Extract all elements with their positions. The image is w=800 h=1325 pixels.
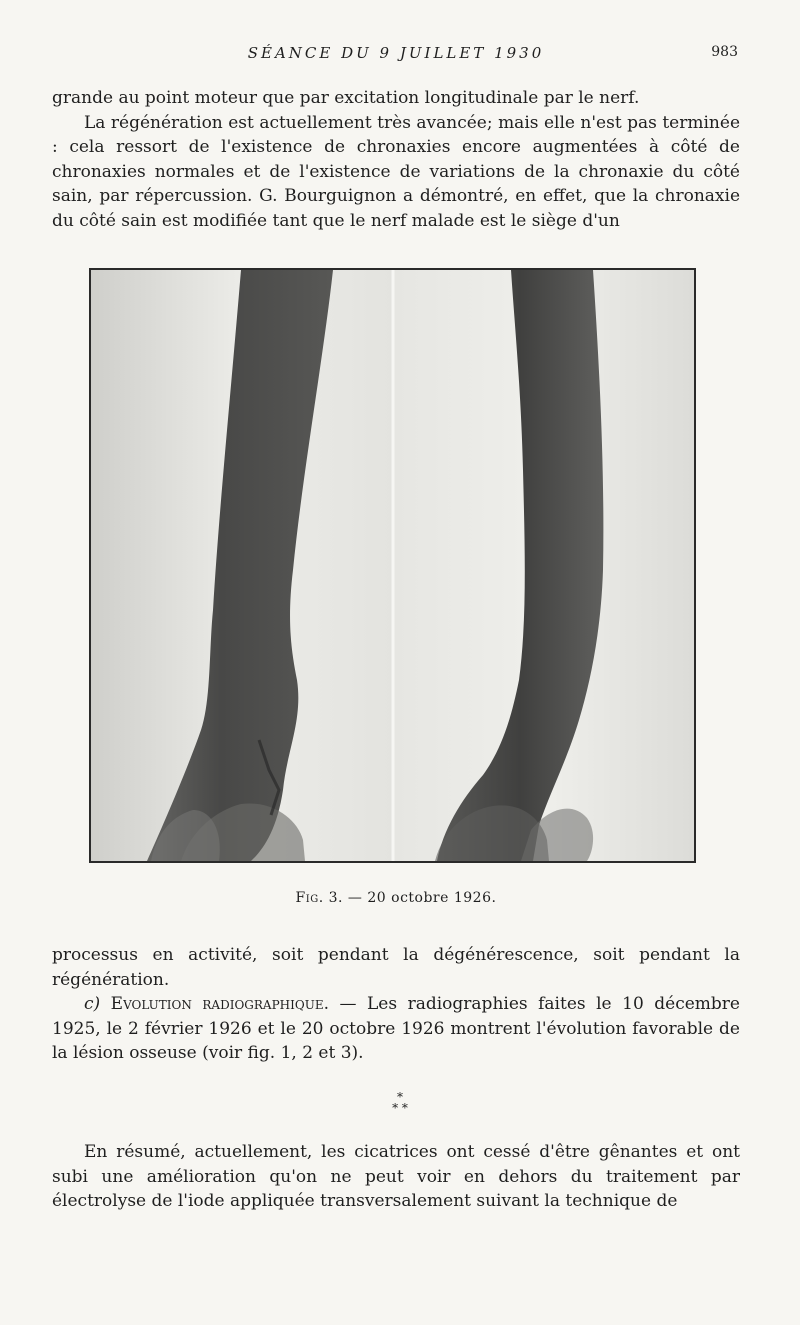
text-top (52, 86, 740, 234)
paragraph-resume: En résumé, actuellement, les cicatrices ont cessé d'être gênantes et ont subi une amélioration qu'on ne peut voir en dehors du traitement par électrolyse de l'iode appliquée transversalement suivant la technique de (52, 1142, 740, 1212)
paragraph-regeneration: La régénération est actuellement très avancée; mais elle n'est pas terminée : cela ressort de l'existence de chronaxies encore augmentées à côté de chronaxies normales et de l'existence de variations de la chronaxie du côté sain, par répercussion. G. Bourguignon a démontré, en effet, que la chronaxie du côté sain est modifiée tant que le nerf malade est le siège d'un (52, 112, 740, 231)
text-bottom (52, 943, 740, 1066)
figure-caption-text: — 20 octobre 1926. (347, 890, 497, 906)
paragraph-evolution (52, 992, 740, 1066)
section-label-evolution: Evolution radiographique. (110, 994, 329, 1015)
asterism-bottom: * * (392, 1101, 408, 1115)
asterism (360, 1092, 440, 1122)
radiograph-figure (89, 268, 696, 863)
paragraph-processus: processus en activité, soit pendant la dégénérescence, soit pendant la régénération. (52, 945, 740, 990)
radiograph-image (91, 270, 694, 861)
text-summary (52, 1140, 740, 1214)
paragraph-continuation: grande au point moteur que par excitation longitudinale par le nerf. (52, 88, 640, 108)
paragraph-evolution-prefix: c) (84, 994, 101, 1015)
figure-caption-label: Fig. 3. (295, 890, 343, 906)
running-title: SÉANCE DU 9 JUILLET 1930 (247, 44, 545, 62)
figure-caption (52, 890, 740, 906)
paragraph-evolution-text: — Les radiographies faites le 10 décembre 1925, le 2 février 1926 et le 20 octobre 1926 montrent l'évolution favorable de la lésion osseuse (voir fig. 1, 2 et 3). (52, 994, 740, 1064)
running-head (52, 44, 740, 64)
asterism-top: * (397, 1090, 403, 1104)
page-number: 983 (711, 44, 738, 60)
